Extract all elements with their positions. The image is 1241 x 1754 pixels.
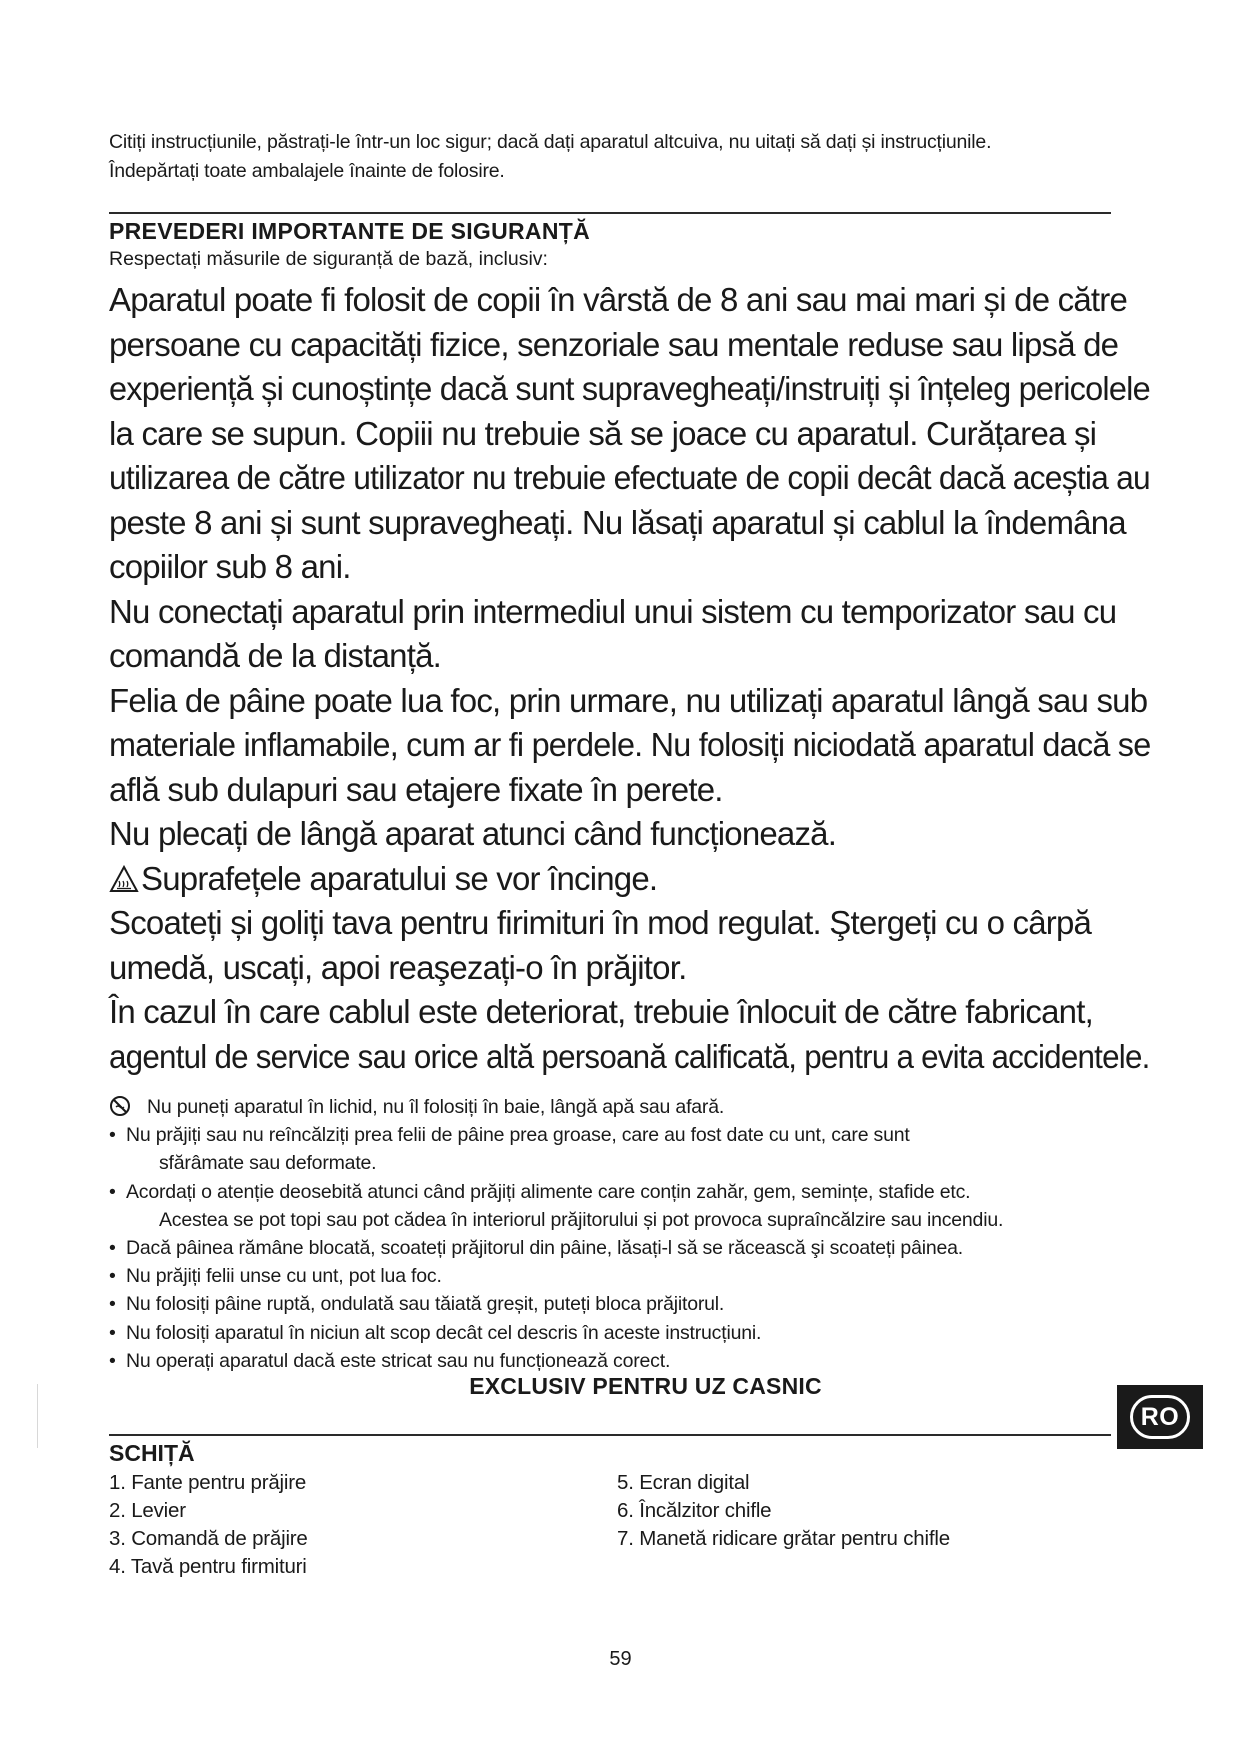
intro-line-2: Îndepărtați toate ambalajele înainte de folosire. (109, 160, 505, 182)
list-item: 3. Comandă de prăjire (109, 1527, 308, 1550)
safety-line: Nu conectați aparatul prin intermediul unui sistem cu temporizator sau cu (109, 592, 1117, 630)
safety-line: comandă de la distanță. (109, 637, 441, 674)
sketch-title: SCHIȚĂ (109, 1440, 195, 1466)
list-item: • Nu prăjiți sau nu reîncălziți prea felii de pâine prea groase, care au fost date cu unt, care sunt (109, 1121, 1149, 1149)
safety-line: Felia de pâine poate lua foc, prin urmare, nu utilizați aparatul lângă sau sub (109, 681, 1148, 719)
language-badge-label: RO (1130, 1395, 1190, 1439)
bullet: • (109, 1349, 116, 1372)
sketch-divider (109, 1434, 1111, 1436)
list-item: • Nu folosiți pâine ruptă, ondulată sau tăiată greșit, puteți bloca prăjitorul. (109, 1290, 1149, 1318)
list-item: 5. Ecran digital (617, 1471, 750, 1494)
list-item: 2. Levier (109, 1499, 186, 1522)
no-water-row (109, 1093, 1149, 1121)
list-item: • Nu prăjiți felii unse cu unt, pot lua foc. (109, 1262, 1149, 1290)
intro-line-1: Citiți instrucțiunile, păstrați-le într-un loc sigur; dacă dați aparatul altcuiva, nu uitați să dați și instrucțiunile. (109, 131, 992, 153)
safety-line: materiale inflamabile, cum ar fi perdele. Nu folosiți niciodată aparatul dacă se (109, 726, 1151, 763)
safety-subtitle: Respectați măsurile de siguranță de bază, inclusiv: (109, 248, 548, 270)
bullet: • (109, 1180, 116, 1203)
sketch-items-left (109, 1469, 308, 1581)
safety-line: utilizarea de către utilizator nu trebuie efectuate de copii decât dacă aceștia au (109, 459, 1150, 496)
safety-line: află sub dulapuri sau etajere fixate în perete. (109, 770, 723, 808)
safety-line: peste 8 ani și sunt supravegheați. Nu lăsați aparatul și cablul la îndemâna (109, 503, 1126, 541)
safety-line: persoane cu capacități fizice, senzoriale sau mentale reduse sau lipsă de (109, 325, 1119, 363)
safety-line: Aparatul poate fi folosit de copii în vârstă de 8 ani sau mai mari și de către (109, 281, 1127, 318)
list-item: • Nu folosiți aparatul în niciun alt scop decât cel descris în aceste instrucțiuni. (109, 1319, 1149, 1347)
list-item: 1. Fante pentru prăjire (109, 1471, 307, 1494)
sketch-items-right (617, 1469, 950, 1553)
bullet: • (109, 1237, 116, 1260)
intro-text (109, 128, 1139, 186)
bullet: • (109, 1124, 116, 1147)
language-badge (1117, 1385, 1203, 1449)
list-item-continuation: sfărâmate sau deformate. (159, 1152, 377, 1175)
safety-line: la care se supun. Copiii nu trebuie să se joace cu aparatul. Curățarea și (109, 414, 1097, 452)
list-item: • Acordați o atenție deosebită atunci când prăjiți alimente care conțin zahăr, gem, semințe, stafide etc. (109, 1178, 1149, 1206)
safety-line: umedă, uscați, apoi reaşezați-o în prăjitor. (109, 948, 687, 986)
section-divider (109, 212, 1111, 214)
list-item-continuation: Acestea se pot topi sau pot cădea în interiorul prăjitorului și pot provoca supraîncălzire sau incendiu. (159, 1208, 1004, 1231)
no-water-prohibition-icon (109, 1095, 131, 1117)
safety-line: agentul de service sau orice altă persoană calificată, pentru a evita accidentele. (109, 1037, 1150, 1075)
page-number: 59 (609, 1648, 632, 1670)
safety-line: Nu plecați de lângă aparat atunci când funcționează. (109, 815, 837, 852)
household-use-notice: EXCLUSIV PENTRU UZ CASNIC (469, 1373, 822, 1399)
safety-line: copiilor sub 8 ani. (109, 548, 351, 585)
safety-line: Scoateți și goliți tava pentru firimituri în mod regulat. Ştergeți cu o cârpă (109, 904, 1092, 941)
list-item: 6. Încălzitor chifle (617, 1499, 772, 1522)
safety-line: experiență și cunoștințe dacă sunt supravegheați/instruiți și înțeleg pericolele (109, 370, 1150, 407)
no-water-text: Nu puneți aparatul în lichid, nu îl folosiți în baie, lângă apă sau afară. (147, 1096, 725, 1118)
list-item: 4. Tavă pentru firmituri (109, 1555, 307, 1578)
hot-surface-warning-icon (109, 860, 139, 888)
margin-mark (37, 1384, 38, 1448)
bullet: • (109, 1321, 116, 1344)
hot-surface-line (109, 857, 1149, 902)
list-item: 7. Manetă ridicare grătar pentru chifle (617, 1527, 950, 1550)
list-item: • Nu operați aparatul dacă este stricat sau nu funcționează corect. (109, 1347, 1149, 1375)
bullet: • (109, 1265, 116, 1288)
list-item: • Dacă pâinea rămâne blocată, scoateți prăjitorul din pâine, lăsați-l să se răcească şi scoateți pâinea. (109, 1234, 1149, 1262)
hot-surface-text: Suprafețele aparatului se vor încinge. (141, 859, 658, 897)
bullet: • (109, 1293, 116, 1316)
rules-list (109, 1093, 1149, 1375)
safety-instructions (109, 278, 1149, 1079)
safety-line: În cazul în care cablul este deteriorat, trebuie înlocuit de către fabricant, (109, 993, 1093, 1030)
safety-title: PREVEDERI IMPORTANTE DE SIGURANȚĂ (109, 218, 591, 244)
